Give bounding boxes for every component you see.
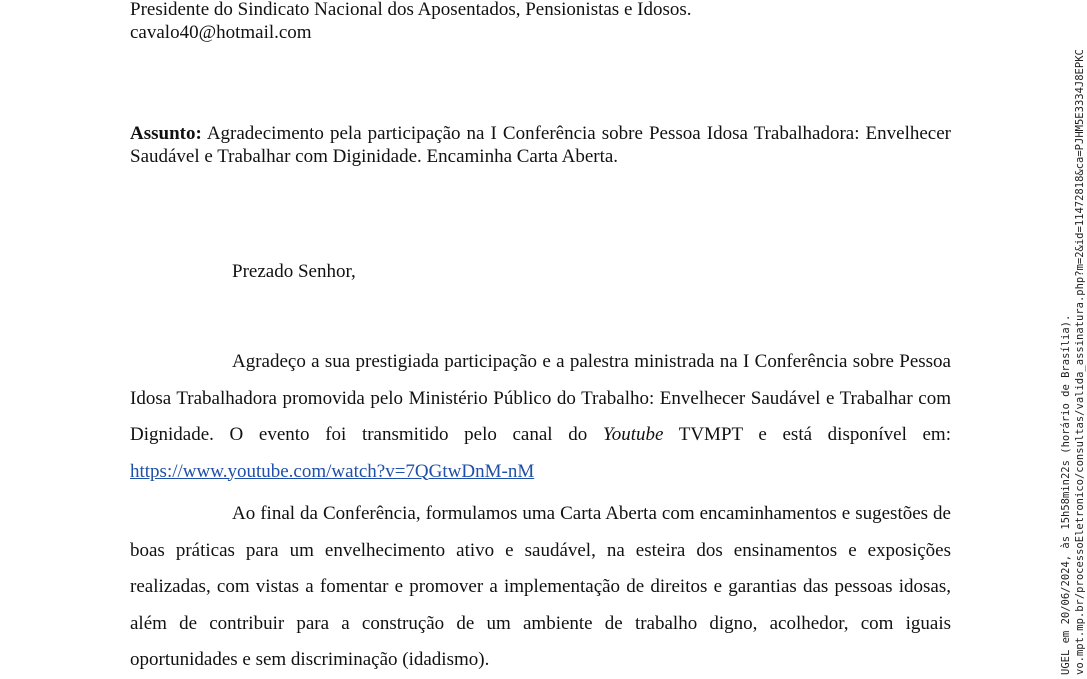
subject-label: Assunto:	[130, 123, 202, 144]
recipient-header	[130, 0, 951, 44]
subject-section	[130, 122, 951, 168]
stamp-line-2: vo.mpt.mp.br/processoEletronico/consultas/valida_assinatura.php?m=2&id=11472818&ca=PJHM5E3334J8EPKC	[1074, 49, 1087, 675]
subject-text: Agradecimento pela participação na I Conferência sobre Pessoa Idosa Trabalhadora: Envelhecer Saudável e Trabalhar com Diginidade. Encaminha Carta Aberta.	[130, 123, 951, 167]
stamp-line-1: UGEL em 20/06/2024, às 15h58min22s (horário de Brasília).	[1060, 49, 1074, 675]
paragraph-1-text-after: TVMPT e está disponível em:	[663, 424, 951, 445]
paragraph-1-text: Agradeço a sua prestigiada participação e a palestra ministrada na I Conferência sobre Pessoa Idosa Trabalhadora promovida pelo Ministério Público do Trabalho: Envelhecer Saudável e Trabalhar com Dignidade. O evento foi transmitido pelo canal do	[130, 351, 951, 445]
recipient-email: cavalo40@hotmail.com	[130, 21, 951, 44]
paragraph-2: Ao final da Conferência, formulamos uma Carta Aberta com encaminhamentos e sugestões de boas práticas para um envelhecimento ativo e saudável, na esteira dos ensinamentos e exposições realizadas, com vistas a fomentar e promover a implementação de direitos e garantias das pessoas idosas, além de contribuir para a construção de um ambiente de trabalho digno, acolhedor, com iguais oportunidades e sem discriminação (idadismo).	[130, 496, 951, 679]
youtube-italic: Youtube	[603, 424, 664, 445]
youtube-link[interactable]: https://www.youtube.com/watch?v=7QGtwDnM-nM	[130, 461, 534, 482]
recipient-title: Presidente do Sindicato Nacional dos Aposentados, Pensionistas e Idosos.	[130, 0, 951, 21]
signature-validation-stamp	[1060, 49, 1087, 675]
paragraph-1	[130, 344, 951, 490]
salutation: Prezado Senhor,	[232, 260, 356, 283]
